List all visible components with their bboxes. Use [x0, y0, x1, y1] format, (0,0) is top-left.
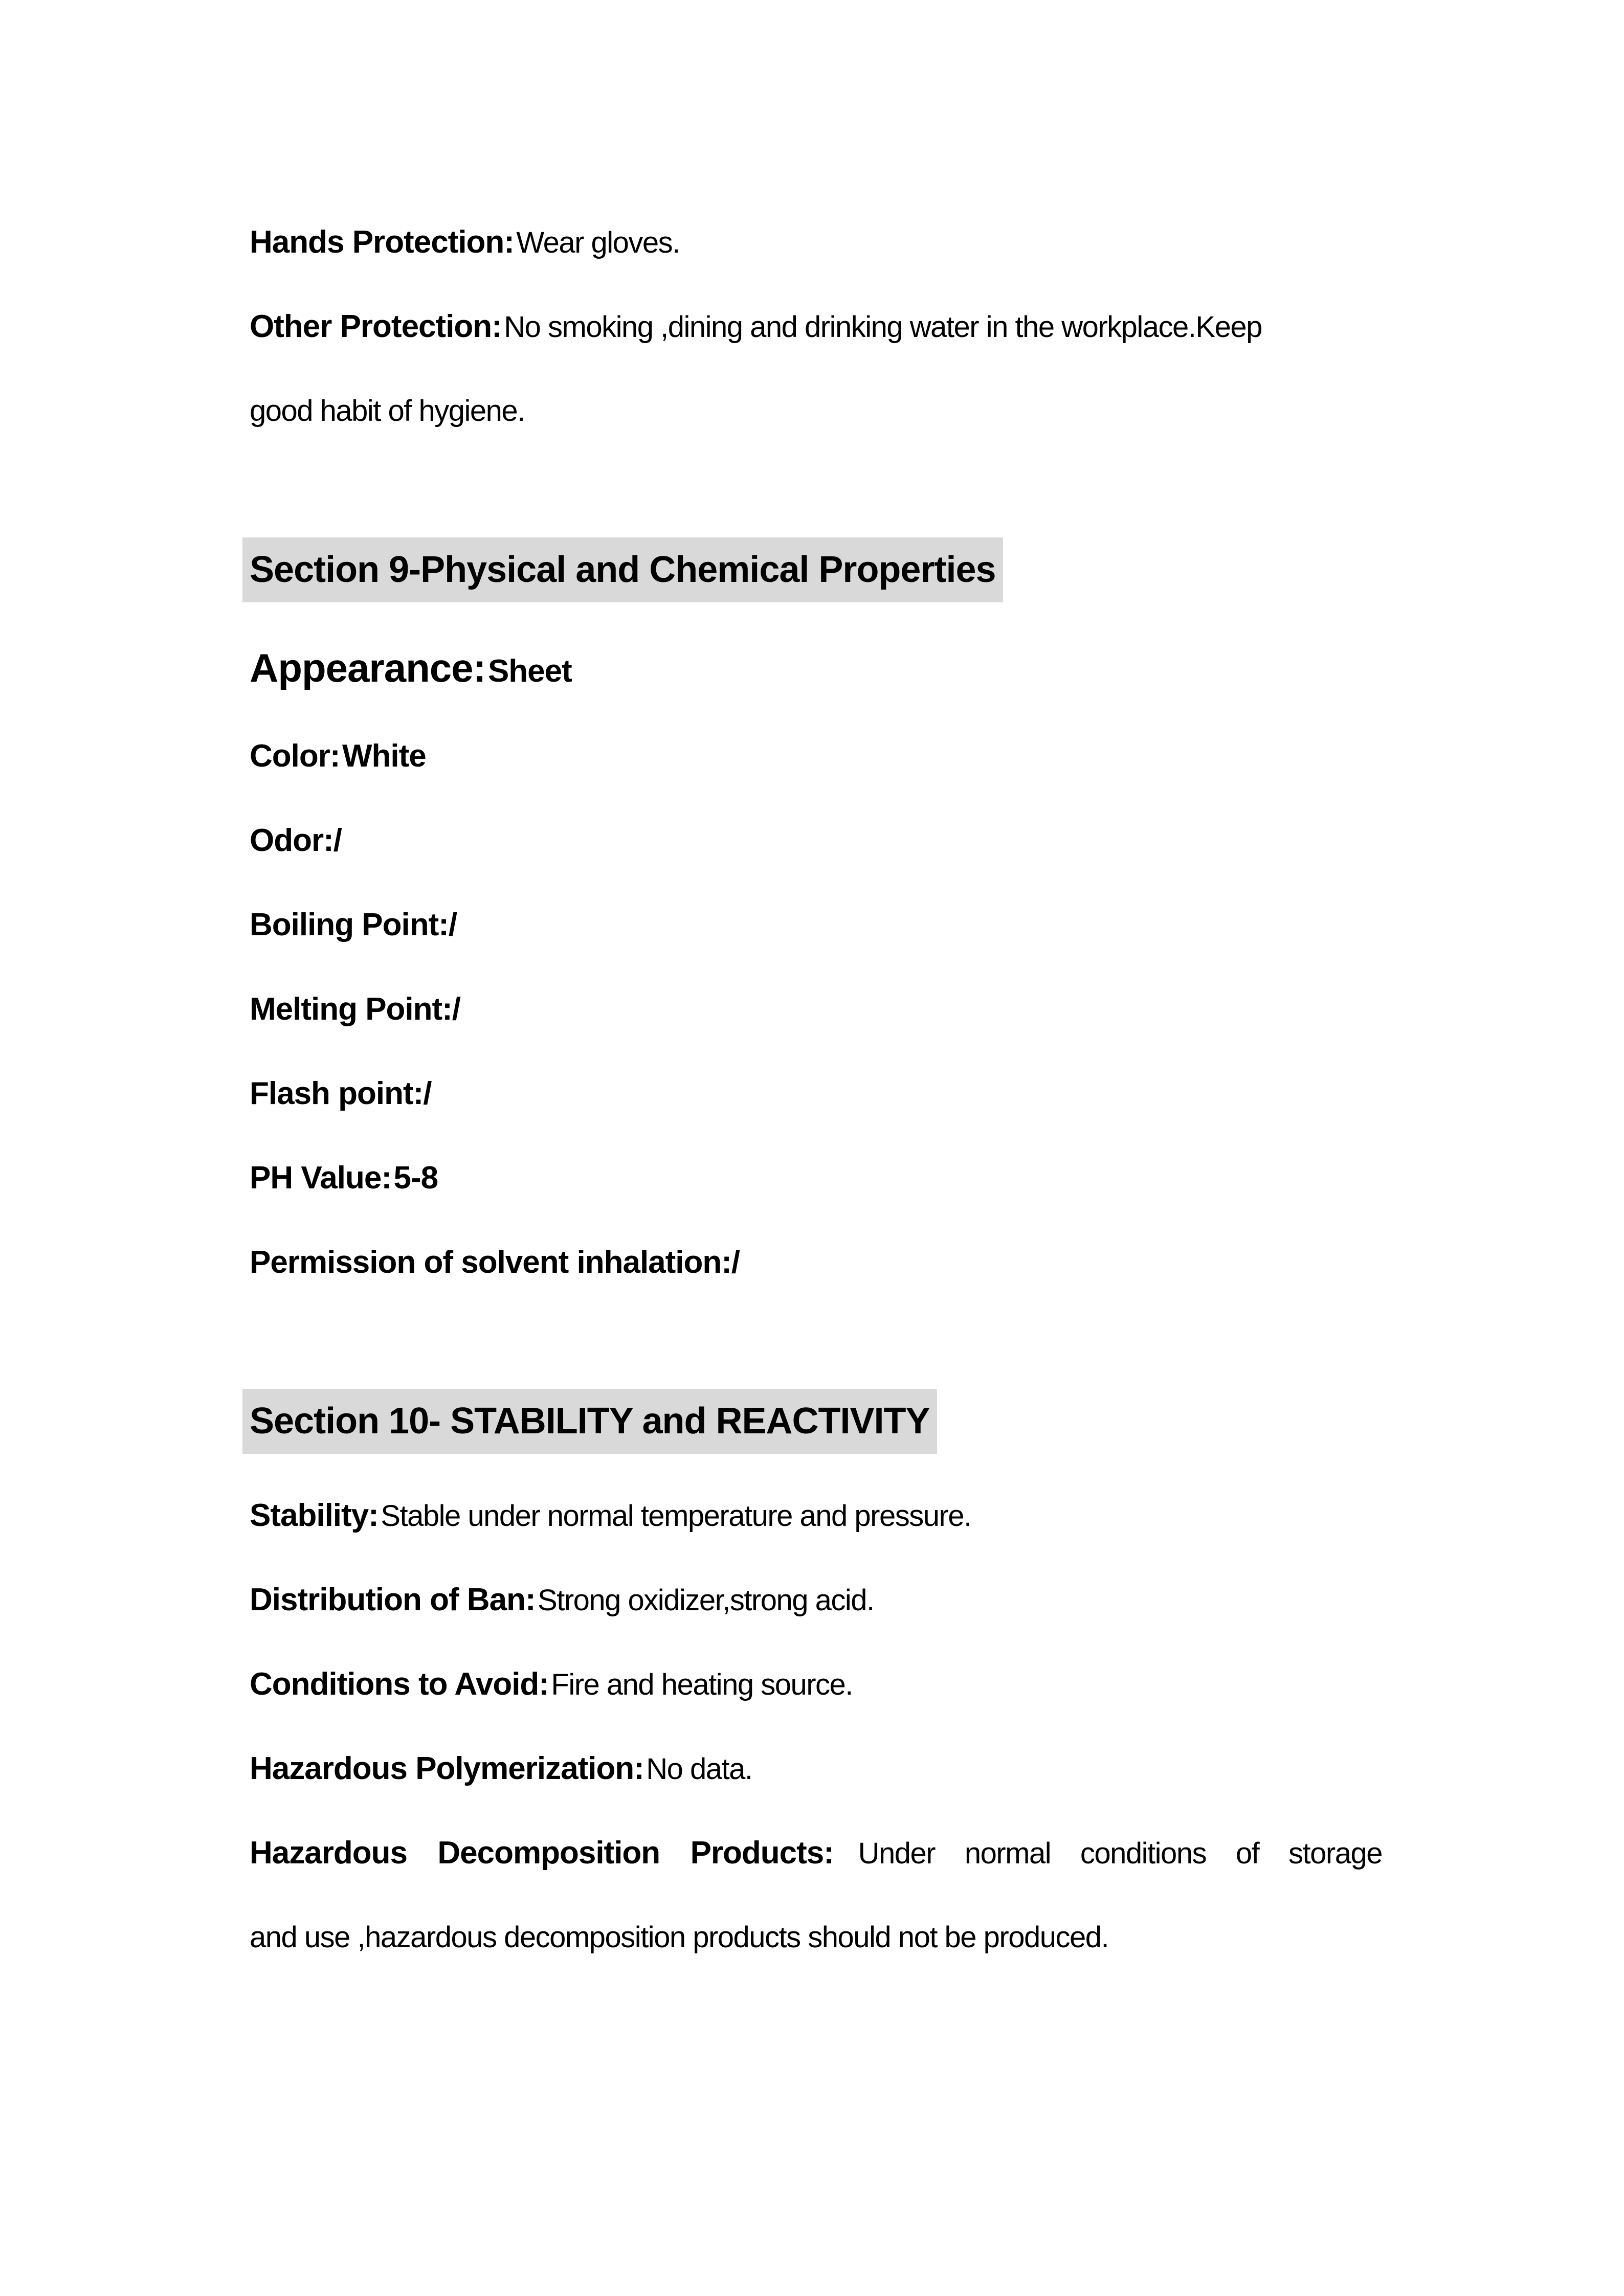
field-value: 5-8	[393, 1160, 438, 1196]
field-hazardous-polymerization	[250, 1726, 1382, 1811]
field-flash-point	[250, 1051, 1382, 1136]
field-label: Distribution of Ban:	[250, 1582, 536, 1617]
field-label: Color:	[250, 738, 340, 774]
field-label: Flash point:/	[250, 1076, 432, 1111]
field-value: Stable under normal temperature and pressure.	[381, 1499, 971, 1533]
section-9-header	[250, 537, 1382, 622]
field-label: Melting Point:/	[250, 992, 461, 1027]
field-label: Conditions to Avoid:	[250, 1667, 549, 1702]
field-color	[250, 714, 1382, 798]
field-other-protection	[250, 284, 1382, 369]
section-10-header-highlight: Section 10- STABILITY and REACTIVITY	[242, 1389, 937, 1454]
field-value: Strong oxidizer,strong acid.	[538, 1584, 874, 1617]
field-melting-point	[250, 967, 1382, 1051]
field-conditions-to-avoid	[250, 1642, 1382, 1726]
field-value: good habit of hygiene.	[250, 394, 525, 427]
field-appearance	[250, 622, 1382, 714]
field-value: No data.	[646, 1752, 752, 1786]
field-permission-solvent-inhalation	[250, 1220, 1382, 1304]
field-label: Boiling Point:/	[250, 907, 457, 942]
field-value: Wear gloves.	[516, 226, 680, 259]
field-value: Sheet	[487, 654, 572, 689]
field-label: Stability:	[250, 1498, 379, 1533]
field-value: Under normal conditions of storage	[858, 1837, 1382, 1870]
field-other-protection-continued	[250, 369, 1382, 453]
field-label: Hazardous Polymerization:	[250, 1751, 644, 1786]
field-boiling-point	[250, 883, 1382, 967]
field-value: White	[342, 738, 426, 774]
field-stability	[250, 1473, 1382, 1558]
field-label: Permission of solvent inhalation:/	[250, 1245, 740, 1280]
section-9-header-highlight: Section 9-Physical and Chemical Properties	[242, 537, 1003, 602]
field-ph-value	[250, 1136, 1382, 1220]
field-label: Odor:/	[250, 823, 342, 858]
section-10-header	[250, 1389, 1382, 1473]
field-value: and use ,hazardous decomposition products should not be produced.	[250, 1921, 1109, 1954]
field-value: No smoking ,dining and drinking water in the workplace.Keep	[504, 310, 1262, 344]
field-label: Hands Protection:	[250, 224, 514, 260]
field-hazardous-decomposition-products	[250, 1811, 1382, 1895]
field-value: Fire and heating source.	[551, 1668, 853, 1701]
field-label: Appearance:	[250, 645, 486, 690]
field-label: Other Protection:	[250, 309, 502, 344]
field-label: PH Value:	[250, 1160, 391, 1196]
field-label: Hazardous Decomposition Products:	[250, 1835, 834, 1871]
field-hazardous-decomposition-continued	[250, 1895, 1382, 1979]
field-odor	[250, 798, 1382, 883]
field-distribution-of-ban	[250, 1558, 1382, 1642]
field-hands-protection	[250, 200, 1382, 284]
